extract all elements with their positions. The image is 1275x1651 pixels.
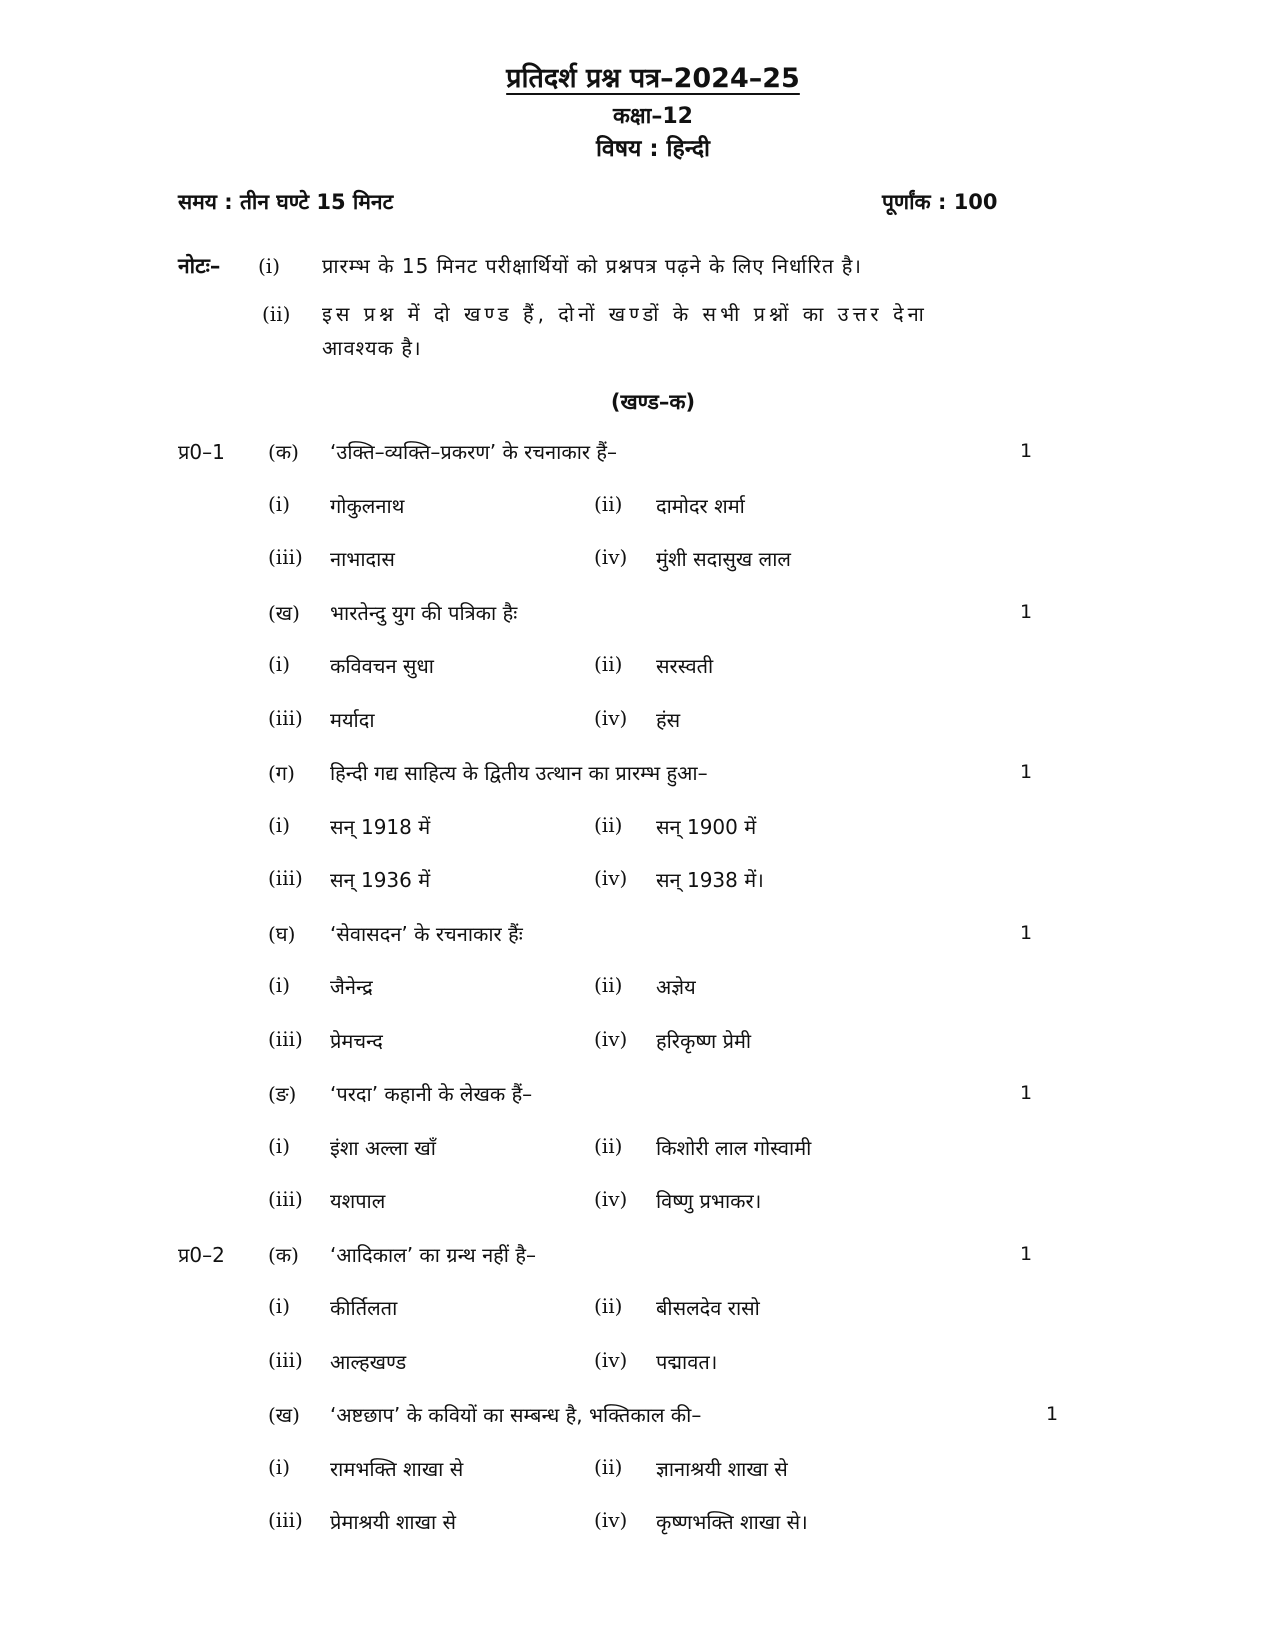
question-1-part-5-option-3-number: (iii) (268, 1187, 303, 1211)
question-1-part-2-stem: भारतेन्दु युग की पत्रिका हैः (330, 601, 518, 625)
question-1-part-2-letter: (ख) (268, 601, 300, 625)
question-2-part-2-option-2-number: (ii) (594, 1455, 623, 1479)
question-1-part-5-option-1-number: (i) (268, 1134, 291, 1158)
note-label: नोटः– (178, 254, 221, 278)
question-1-part-3-option-2-text: सन् 1900 में (656, 815, 757, 839)
question-1-part-1-option-3-number: (iii) (268, 545, 303, 569)
question-2-part-2-letter: (ख) (268, 1403, 300, 1427)
subject-label: विषय : हिन्दी (595, 136, 711, 162)
question-1-part-5-option-1-text: इंशा अल्ला खाँ (330, 1136, 436, 1160)
max-marks-label: पूर्णांक : 100 (882, 190, 998, 214)
question-1-part-2-marks: 1 (1020, 601, 1033, 623)
question-1-part-1-option-1-text: गोकुलनाथ (330, 494, 405, 518)
question-1-part-1-option-2-text: दामोदर शर्मा (656, 494, 745, 518)
question-1-label: प्र0–1 (178, 440, 225, 464)
question-1-part-3-option-4-text: सन् 1938 में। (656, 868, 764, 892)
question-1-part-4-option-4-number: (iv) (594, 1027, 628, 1051)
question-1-part-1-option-4-number: (iv) (594, 545, 628, 569)
question-2-part-1-option-4-text: पद्मावत। (656, 1350, 718, 1374)
note-2-text-line1: इस प्रश्न में दो खण्ड हैं, दोनों खण्डों के सभी प्रश्नों का उत्तर देना (322, 302, 928, 326)
question-1-part-5-option-2-text: किशोरी लाल गोस्वामी (656, 1136, 812, 1160)
note-2-number: (ii) (262, 302, 291, 326)
time-label: समय : तीन घण्टे 15 मिनट (178, 190, 394, 214)
question-1-part-5-stem: ‘परदा’ कहानी के लेखक हैं– (330, 1082, 533, 1106)
question-1-part-3-stem: हिन्दी गद्य साहित्य के द्वितीय उत्थान का प्रारम्भ हुआ– (330, 761, 708, 785)
section-heading: (खण्ड–क) (610, 390, 696, 414)
question-1-part-3-option-1-text: सन् 1918 में (330, 815, 431, 839)
question-2-part-2-marks: 1 (1046, 1403, 1059, 1425)
question-1-part-4-option-1-text: जैनेन्द्र (330, 975, 373, 999)
class-label: कक्षा–12 (613, 104, 693, 129)
question-2-part-2-option-1-text: रामभक्ति शाखा से (330, 1457, 464, 1481)
question-1-part-2-option-1-number: (i) (268, 652, 291, 676)
question-1-part-5-option-3-text: यशपाल (330, 1189, 386, 1213)
question-1-part-2-option-3-text: मर्यादा (330, 708, 375, 732)
question-1-part-5-option-4-text: विष्णु प्रभाकर। (656, 1189, 762, 1213)
question-2-part-2-option-4-text: कृष्णभक्ति शाखा से। (656, 1510, 808, 1534)
question-2-part-1-option-4-number: (iv) (594, 1348, 628, 1372)
question-1-part-3-letter: (ग) (268, 761, 295, 785)
question-1-part-5-option-4-number: (iv) (594, 1187, 628, 1211)
note-1-number: (i) (258, 254, 281, 278)
question-2-part-1-option-2-number: (ii) (594, 1294, 623, 1318)
question-2-part-2-option-2-text: ज्ञानाश्रयी शाखा से (656, 1457, 788, 1481)
question-2-part-1-letter: (क) (268, 1243, 299, 1267)
question-1-part-5-letter: (ङ) (268, 1082, 297, 1106)
question-1-part-2-option-4-text: हंस (656, 708, 681, 732)
question-1-part-5-option-2-number: (ii) (594, 1134, 623, 1158)
question-2-part-1-stem: ‘आदिकाल’ का ग्रन्थ नहीं है– (330, 1243, 536, 1267)
paper-title: प्रतिदर्श प्रश्न पत्र–2024–25 (506, 63, 800, 94)
question-1-part-4-option-3-number: (iii) (268, 1027, 303, 1051)
question-2-part-2-stem: ‘अष्टछाप’ के कवियों का सम्बन्ध है, भक्तिकाल की– (330, 1403, 702, 1427)
question-2-label: प्र0–2 (178, 1243, 225, 1267)
question-1-part-3-marks: 1 (1020, 761, 1033, 783)
question-1-part-3-option-2-number: (ii) (594, 813, 623, 837)
question-1-part-2-option-2-number: (ii) (594, 652, 623, 676)
question-2-part-1-marks: 1 (1020, 1243, 1033, 1265)
question-1-part-4-option-4-text: हरिकृष्ण प्रेमी (656, 1029, 752, 1053)
question-1-part-4-marks: 1 (1020, 922, 1033, 944)
question-1-part-4-option-2-number: (ii) (594, 973, 623, 997)
question-2-part-1-option-2-text: बीसलदेव रासो (656, 1296, 760, 1320)
question-1-part-1-letter: (क) (268, 440, 299, 464)
question-1-part-3-option-3-number: (iii) (268, 866, 303, 890)
question-1-part-4-option-1-number: (i) (268, 973, 291, 997)
question-1-part-1-marks: 1 (1020, 440, 1033, 462)
question-1-part-2-option-3-number: (iii) (268, 706, 303, 730)
question-1-part-5-marks: 1 (1020, 1082, 1033, 1104)
question-2-part-2-option-3-text: प्रेमाश्रयी शाखा से (330, 1510, 457, 1534)
note-2-text-line2: आवश्यक है। (322, 336, 422, 360)
question-1-part-4-option-3-text: प्रेमचन्द (330, 1029, 383, 1053)
question-1-part-1-option-4-text: मुंशी सदासुख लाल (656, 547, 791, 571)
question-1-part-1-option-2-number: (ii) (594, 492, 623, 516)
question-2-part-1-option-3-number: (iii) (268, 1348, 303, 1372)
question-1-part-4-option-2-text: अज्ञेय (656, 975, 696, 999)
question-2-part-1-option-1-number: (i) (268, 1294, 291, 1318)
question-1-part-3-option-3-text: सन् 1936 में (330, 868, 431, 892)
question-2-part-2-option-4-number: (iv) (594, 1508, 628, 1532)
question-1-part-4-letter: (घ) (268, 922, 296, 946)
question-2-part-1-option-3-text: आल्हखण्ड (330, 1350, 407, 1374)
question-1-part-1-option-1-number: (i) (268, 492, 291, 516)
question-1-part-3-option-1-number: (i) (268, 813, 291, 837)
question-1-part-1-option-3-text: नाभादास (330, 547, 395, 571)
question-1-part-3-option-4-number: (iv) (594, 866, 628, 890)
question-1-part-2-option-4-number: (iv) (594, 706, 628, 730)
question-1-part-4-stem: ‘सेवासदन’ के रचनाकार हैंः (330, 922, 523, 946)
question-1-part-2-option-2-text: सरस्वती (656, 654, 714, 678)
question-2-part-1-option-1-text: कीर्तिलता (330, 1296, 398, 1320)
note-1-text: प्रारम्भ के 15 मिनट परीक्षार्थियों को प्रश्नपत्र पढ़ने के लिए निर्धारित है। (322, 254, 862, 278)
question-1-part-1-stem: ‘उक्ति–व्यक्ति–प्रकरण’ के रचनाकार हैं– (330, 440, 618, 464)
question-2-part-2-option-3-number: (iii) (268, 1508, 303, 1532)
question-1-part-2-option-1-text: कविवचन सुधा (330, 654, 434, 678)
question-2-part-2-option-1-number: (i) (268, 1455, 291, 1479)
